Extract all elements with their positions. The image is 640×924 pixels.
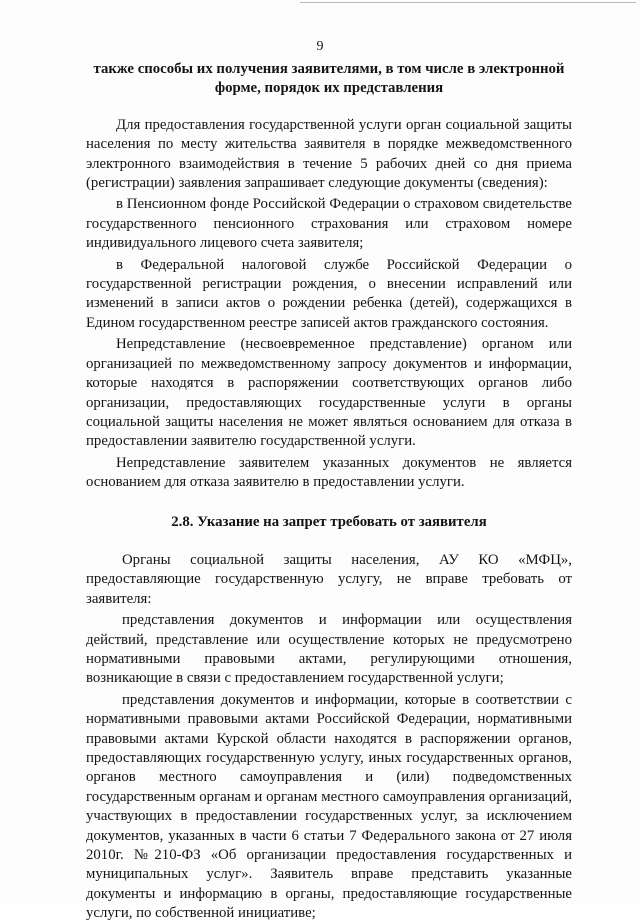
paragraph-non-submission-applicant: Непредставление заявителем указанных документов не является основанием для отказа заявителю в предоставлении услуги. — [86, 454, 572, 491]
top-edge-rule — [300, 2, 636, 3]
continued-heading: также способы их получения заявителями, в том числе в электронной форме, порядок их представления — [93, 61, 565, 97]
section-heading: 2.8. Указание на запрет требовать от заявителя — [171, 513, 487, 530]
paragraph-prohibition-documents: представления документов и информации, которые в соответствии с нормативными правовыми актами Российской Федерации, нормативными правовыми актами Курской области находятся в распоряжении органов, предоставляющих государственную услугу, иных государственных органов, органов местного самоуправления и (или) подведомственных государственным органам и органам местного самоуправления организаций, участвующих в предоставлении государственных услуг, за исключением документов, указанных в части 6 статьи 7 Федерального закона от 27 июля 2010г. №210-ФЗ «Об организации предоставления государственных и муниципальных услуг». Заявитель вправе представить указанные документы и информацию в органы, предоставляющие государственные услуги, по собственной инициативе; — [86, 691, 572, 922]
paragraph-prohibition-intro: Органы социальной защиты населения, АУ КО «МФЦ», предоставляющие государственную услугу, не вправе требовать от заявителя: — [86, 551, 572, 607]
paragraph-pension-fund: в Пенсионном фонде Российской Федерации о страховом свидетельстве государственного пенсионного страхования или страховом номере индивидуального лицевого счета заявителя; — [86, 196, 572, 252]
page-body — [86, 60, 572, 924]
paragraph-tax-service: в Федеральной налоговой службе Российской Федерации о государственной регистрации рождения, о внесении исправлений или изменений в записи актов о рождении ребенка (детей), содержащихся в Едином государственном реестре записей актов гражданского состояния. — [86, 256, 572, 331]
page-number: 9 — [316, 39, 324, 54]
paragraph-interagency-request: Для предоставления государственной услуги орган социальной защиты населения по месту жительства заявителя в порядке межведомственного электронного взаимодействия в течение 5 рабочих дней со дня приема (регистрации) заявления запрашивает следующие документы (сведения): — [86, 116, 572, 192]
paragraph-prohibition-actions: представления документов и информации или осуществления действий, представление или осуществление которых не предусмотрено нормативными правовыми актами, регулирующими отношения, возникающие в связи с предоставлением государственной услуги; — [86, 612, 572, 687]
paragraph-non-submission-organ: Непредставление (несвоевременное представление) органом или организацией по межведомственному запросу документов и информации, которые находятся в распоряжении соответствующих органов либо организации, предоставляющих государственные услуги в органы социальной защиты населения не может являться основанием для отказа в предоставлении заявителю государственной услуги. — [86, 336, 572, 450]
